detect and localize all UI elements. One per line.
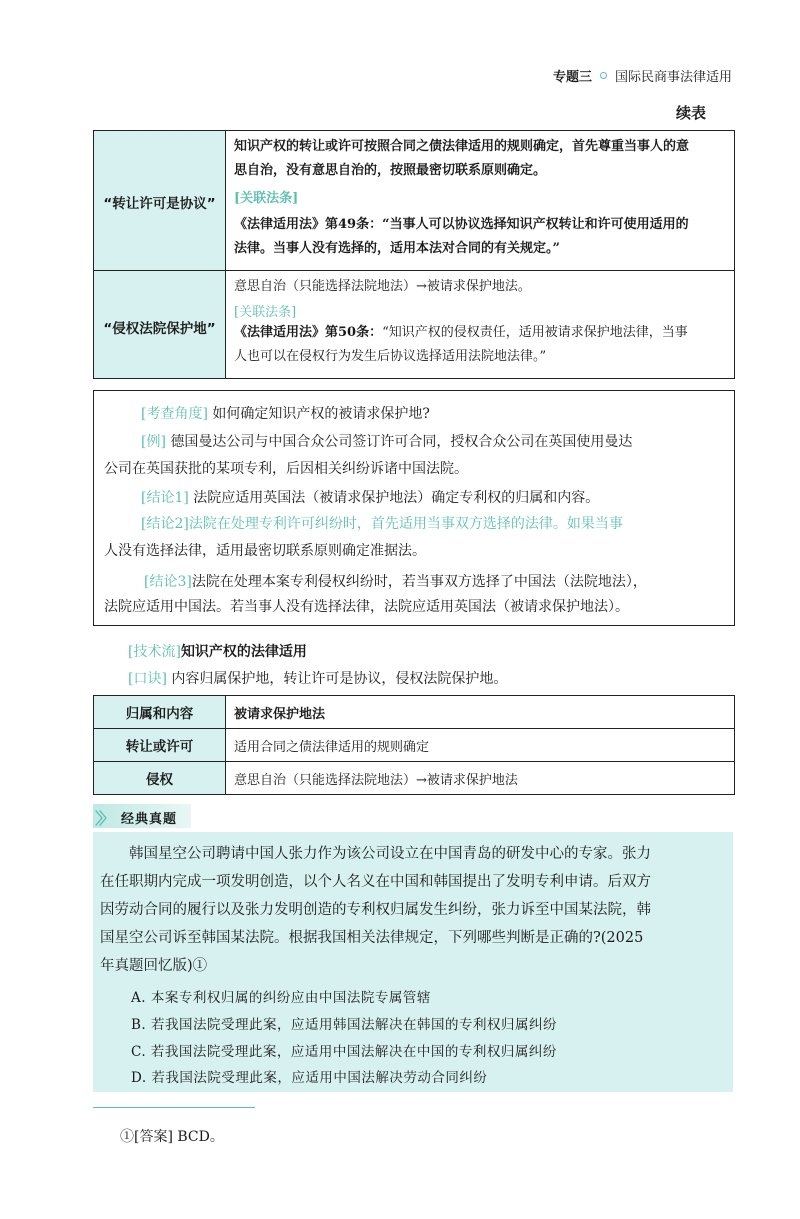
conclusion2-text-a: 法院在处理专利许可纠纷时，首先适用当事双方选择的法律。如果当事 xyxy=(188,516,623,532)
example-box xyxy=(93,390,735,626)
row1-label-cell xyxy=(94,131,226,271)
footnote: ①[答案] BCD。 xyxy=(120,1129,224,1145)
row2-law-ref: 《法律适用法》第50条： xyxy=(234,325,383,340)
row-label: 转让或许可 xyxy=(94,729,226,761)
angle-text: 如何确定知识产权的被请求保护地? xyxy=(212,406,430,422)
footnote-divider xyxy=(93,1107,255,1108)
conclusion3-line-a xyxy=(144,571,647,591)
question-box xyxy=(93,832,733,1092)
question-line: 在任职期内完成一项发明创造，以个人名义在中国和韩国提出了发明专利申请。后双方 xyxy=(100,874,651,890)
row2-label: “侵权法院保护地” xyxy=(103,321,216,337)
option-c: C. 若我国法院受理此案，应适用中国法解决在中国的专利权归属纠纷 xyxy=(131,1044,557,1060)
continued-label: 续表 xyxy=(675,104,706,122)
question-line: 国星空公司诉至韩国某法院。根据我国相关法律规定，下列哪些判断是正确的?(2025 xyxy=(100,930,644,946)
badge-label: 经典真题 xyxy=(121,812,178,827)
case-line-a xyxy=(141,431,632,451)
row1-law-a: 《法律适用法》第49条：“当事人可以协议选择知识产权转让和许可使用适用的 xyxy=(234,217,689,232)
conclusion2-tag: [结论2] xyxy=(141,516,189,532)
chapter-label: 专题三 xyxy=(552,70,592,85)
row-value: 适用合同之债法律适用的规则确定 xyxy=(234,739,430,755)
row1-law-tag: [关联法条] xyxy=(234,191,299,206)
row-label: 侵权 xyxy=(94,762,226,794)
row1-content-cell xyxy=(226,131,734,271)
question-line: 韩国星空公司聘请中国人张力作为该公司设立在中国青岛的研发中心的专家。张力 xyxy=(129,846,651,862)
double-chevron-icon: 〉〉 xyxy=(95,809,112,828)
angle-line xyxy=(141,403,430,423)
running-header xyxy=(553,66,732,85)
row2-law-tag: [关联法条] xyxy=(234,305,297,320)
chapter-title: 国际民商事法律适用 xyxy=(614,70,732,85)
summary-table xyxy=(93,695,735,795)
circle-bullet-icon xyxy=(600,72,607,79)
table-row xyxy=(94,696,734,729)
option-b: B. 若我国法院受理此案，应适用韩国法解决在韩国的专利权归属纠纷 xyxy=(131,1017,558,1033)
row1-line2: 思自治，没有意思自治的，按照最密切联系原则确定。 xyxy=(234,163,547,178)
conclusion3-text-a: 法院在处理本案专利侵权纠纷时，若当事双方选择了中国法（法院地法）， xyxy=(191,574,647,590)
conclusion3-line-b: 法院应适用中国法。若当事人没有选择法律，法院应适用英国法（被请求保护地法）。 xyxy=(104,599,629,615)
row2-line1: 意思自治（只能选择法院地法）→被请求保护地法。 xyxy=(234,279,531,294)
row-label: 归属和内容 xyxy=(94,696,226,728)
tech-tag: [技术流] xyxy=(128,644,181,660)
question-line: 因劳动合同的履行以及张力发明创造的专利权归属发生纠纷，张力诉至中国某法院，韩 xyxy=(100,902,651,918)
row-value: 意思自治（只能选择法院地法）→被请求保护地法 xyxy=(234,772,518,788)
row2-content-cell xyxy=(226,271,734,378)
conclusion1-text: 法院应适用英国法（被请求保护地法）确定专利权的归属和内容。 xyxy=(193,490,600,506)
conclusion2-line-b: 人没有选择法律，适用最密切联系原则确定准据法。 xyxy=(104,543,426,559)
angle-tag: [考查角度] xyxy=(141,406,208,422)
table-row xyxy=(94,762,734,794)
classic-question-badge xyxy=(93,804,191,828)
conclusion1-line xyxy=(141,487,599,507)
row2-law-a xyxy=(234,321,732,344)
row1-label: “转让许可是协议” xyxy=(103,196,216,212)
option-d: D. 若我国法院受理此案，应适用中国法解决劳动合同纠纷 xyxy=(131,1070,488,1086)
continued-table xyxy=(93,130,735,379)
case-line-b: 公司在英国获批的某项专利，后因相关纠纷诉诸中国法院。 xyxy=(104,461,468,477)
tech-title: 知识产权的法律适用 xyxy=(180,644,307,660)
option-a: A. 本案专利权归属的纠纷应由中国法院专属管辖 xyxy=(131,990,431,1006)
rhyme-tag: [口诀] xyxy=(128,671,167,687)
rhyme-text: 内容归属保护地，转让许可是协议，侵权法院保护地。 xyxy=(171,671,508,687)
row2-law-a-text: “知识产权的侵权责任，适用被请求保护地法律，当事 xyxy=(382,325,688,340)
row-value: 被请求保护地法 xyxy=(234,706,326,722)
conclusion2-line-a xyxy=(141,513,623,533)
case-tag: [例] xyxy=(141,434,166,450)
row1-line1: 知识产权的转让或许可按照合同之债法律适用的规则确定，首先尊重当事人的意 xyxy=(234,139,690,154)
question-line: 年真题回忆版)① xyxy=(100,958,208,974)
table-row xyxy=(94,729,734,762)
row2-law-b: 人也可以在侵权行为发生后协议选择适用法院地法律。” xyxy=(234,349,547,364)
tech-line xyxy=(128,641,307,661)
row2-label-cell xyxy=(94,271,226,378)
rhyme-line xyxy=(128,668,507,688)
case-text-a: 德国曼达公司与中国合众公司签订许可合同，授权合众公司在英国使用曼达 xyxy=(170,434,633,450)
conclusion3-tag: [结论3] xyxy=(144,574,192,590)
row1-law-b: 法律。当事人没有选择的，适用本法对合同的有关规定。” xyxy=(234,241,560,256)
conclusion1-tag: [结论1] xyxy=(141,490,189,506)
